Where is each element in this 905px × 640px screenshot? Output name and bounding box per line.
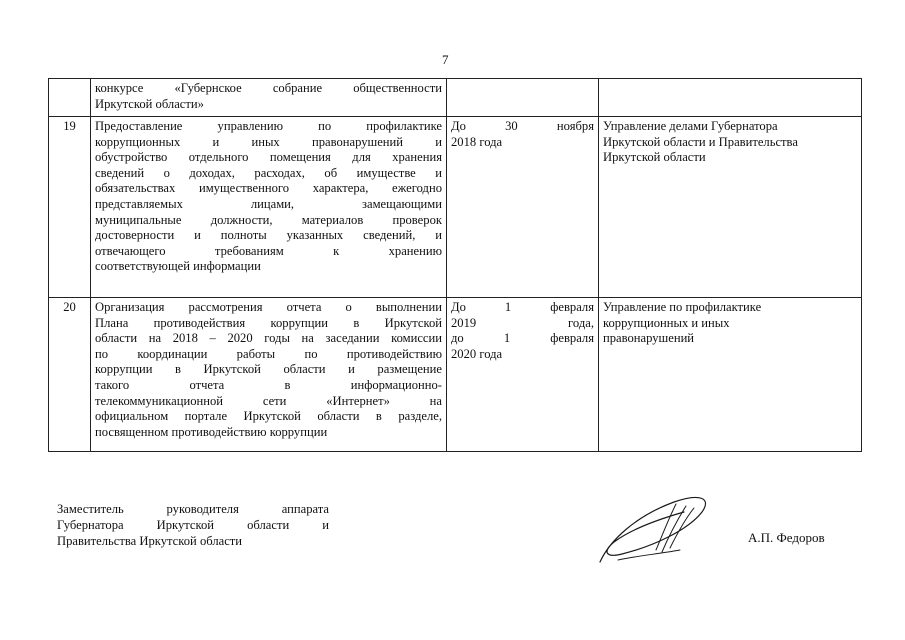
text-line: по координации работы по противодействию bbox=[95, 346, 442, 361]
measure-description bbox=[91, 79, 447, 117]
measure-responsible bbox=[599, 79, 862, 117]
text-line: обустройство отдельного помещения для хранения bbox=[95, 150, 442, 165]
text-line: посвященном противодействию коррупции bbox=[95, 424, 328, 439]
text-line: муниципальные должности, материалов проверок bbox=[95, 212, 442, 227]
text-line: Иркутской области bbox=[603, 150, 706, 165]
text-line: представляемых лицами, замещающими bbox=[95, 196, 442, 211]
handwritten-signature bbox=[596, 490, 714, 570]
measure-term bbox=[447, 117, 599, 298]
text-line: Губернатора Иркутской области и bbox=[57, 517, 329, 532]
text-line: До 1 февраля bbox=[451, 300, 594, 314]
measure-responsible bbox=[599, 298, 862, 452]
measure-description bbox=[91, 117, 447, 298]
text-line: Предоставление управлению по профилактике bbox=[95, 119, 442, 133]
text-line: соответствующей информации bbox=[95, 259, 261, 274]
text-line: области на 2018 – 2020 годы на заседании комиссии bbox=[95, 331, 442, 346]
text-line: 2018 года bbox=[451, 134, 503, 149]
table-row bbox=[49, 117, 862, 298]
text-line: Заместитель руководителя аппарата bbox=[57, 502, 329, 516]
text-line: сведений о доходах, расходах, об имуществе и bbox=[95, 165, 442, 180]
text-line: Плана противодействия коррупции в Иркутской bbox=[95, 315, 442, 330]
measures-table bbox=[48, 78, 862, 452]
text-line: коррупционных и иных bbox=[603, 315, 730, 330]
text-line: отвечающего требованиям к хранению bbox=[95, 243, 442, 258]
text-line: 2019 года, bbox=[451, 315, 594, 330]
text-line: Иркутской области» bbox=[95, 96, 204, 111]
table-row bbox=[49, 79, 862, 117]
text-line: Иркутской области и Правительства bbox=[603, 134, 798, 149]
signer-position bbox=[57, 502, 329, 549]
row-number bbox=[49, 79, 91, 117]
text-line: До 30 ноября bbox=[451, 119, 594, 133]
text-line: до 1 февраля bbox=[451, 331, 594, 346]
measure-term bbox=[447, 79, 599, 117]
measure-responsible bbox=[599, 117, 862, 298]
table-row bbox=[49, 298, 862, 452]
text-line: достоверности и полноты указанных сведений, и bbox=[95, 228, 442, 243]
measure-description bbox=[91, 298, 447, 452]
text-line: коррупционных и иных правонарушений и bbox=[95, 134, 442, 149]
text-line: обязательствах имущественного характера, ежегодно bbox=[95, 181, 442, 196]
measure-term bbox=[447, 298, 599, 452]
page-number: 7 bbox=[442, 52, 449, 67]
text-line: Правительства Иркутской области bbox=[57, 533, 243, 548]
text-line: коррупции в Иркутской области и размещение bbox=[95, 362, 442, 377]
text-line: правонарушений bbox=[603, 331, 695, 346]
text-line: официальном портале Иркутской области в разделе, bbox=[95, 409, 442, 424]
text-line: 2020 года bbox=[451, 346, 503, 361]
signer-name: А.П. Федоров bbox=[748, 530, 825, 545]
text-line: такого отчета в информационно- bbox=[95, 377, 442, 392]
text-line: конкурсе «Губернское собрание общественности bbox=[95, 81, 442, 95]
text-line: телекоммуникационной сети «Интернет» на bbox=[95, 393, 442, 408]
row-number: 20 bbox=[49, 298, 91, 452]
row-number: 19 bbox=[49, 117, 91, 298]
text-line: Управление по профилактике bbox=[603, 300, 762, 314]
text-line: Организация рассмотрения отчета о выполнении bbox=[95, 300, 442, 314]
text-line: Управление делами Губернатора bbox=[603, 119, 778, 133]
